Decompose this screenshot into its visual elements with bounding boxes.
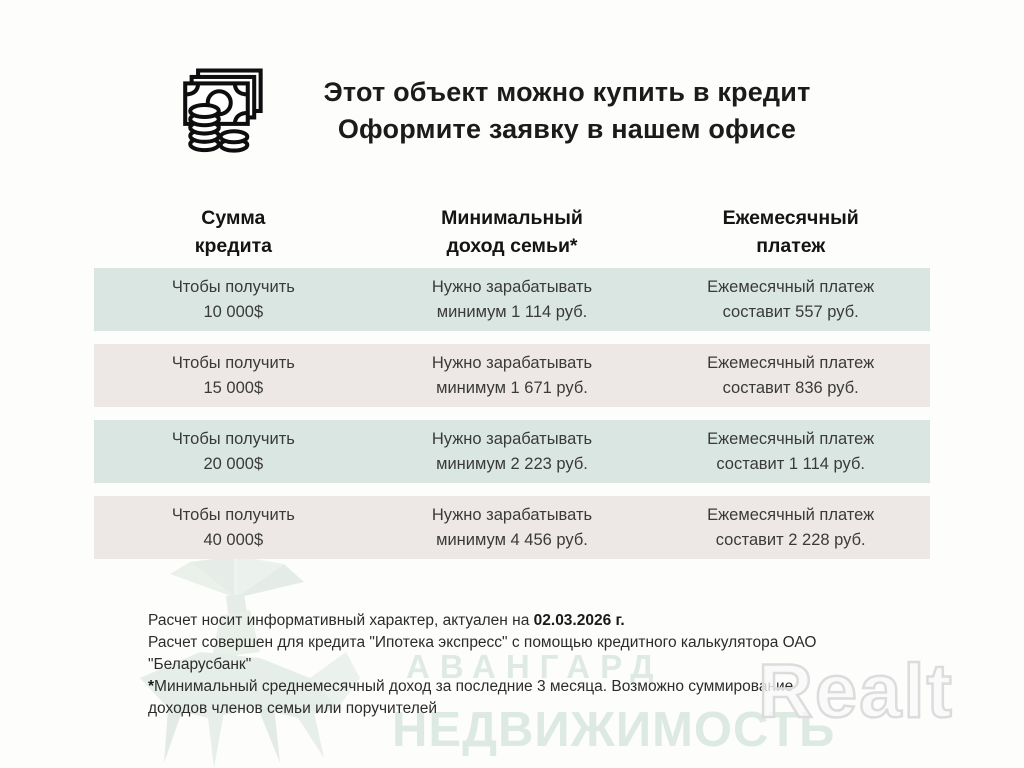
monthly-payment-cell bbox=[651, 496, 930, 559]
brand-watermark-line1: АВАНГАРД bbox=[406, 648, 664, 685]
cell-line: 15 000$ bbox=[203, 378, 264, 397]
min-income-cell bbox=[373, 420, 652, 483]
credit-sum-cell bbox=[94, 496, 373, 559]
monthly-payment-cell bbox=[651, 268, 930, 331]
cell-line: Нужно зарабатывать bbox=[431, 353, 593, 372]
disclaimer-text-part: Минимальный среднемесячный доход за последние 3 месяца. Возможно суммирование bbox=[154, 678, 794, 695]
table-row bbox=[94, 496, 930, 559]
credit-sum-cell bbox=[94, 344, 373, 407]
min-income-cell bbox=[373, 496, 652, 559]
column-header-min-income bbox=[373, 204, 652, 260]
header-line: доход семьи* bbox=[446, 235, 578, 257]
disclaimer-line-2: Расчет совершен для кредита "Ипотека экспресс" с помощью кредитного калькулятора ОАО bbox=[148, 634, 817, 651]
table-row bbox=[94, 268, 930, 331]
cell-line: Ежемесячный платеж bbox=[707, 277, 875, 296]
disclaimer-date: 02.03.2026 г. bbox=[533, 612, 625, 629]
min-income-cell bbox=[373, 268, 652, 331]
title-line-1: Этот объект можно купить в кредит bbox=[323, 77, 811, 107]
cell-line: составит 557 руб. bbox=[722, 302, 859, 321]
min-income-cell bbox=[373, 344, 652, 407]
cell-line: 20 000$ bbox=[203, 454, 264, 473]
credit-sum-cell bbox=[94, 420, 373, 483]
table-header-row bbox=[94, 204, 930, 260]
footnote-asterisk: * bbox=[148, 678, 155, 695]
disclaimer-text-part: Расчет носит информативный характер, актуален на bbox=[148, 612, 534, 629]
realt-logo-watermark: Realt bbox=[758, 649, 954, 734]
cell-line: составит 2 228 руб. bbox=[715, 530, 866, 549]
disclaimer-text bbox=[148, 610, 816, 720]
disclaimer-line-4 bbox=[148, 676, 816, 698]
cell-line: Чтобы получить bbox=[171, 505, 295, 524]
header-line: кредита bbox=[194, 235, 272, 257]
cell-line: Нужно зарабатывать bbox=[431, 505, 593, 524]
cell-line: Чтобы получить bbox=[171, 429, 295, 448]
cell-line: Ежемесячный платеж bbox=[707, 429, 875, 448]
cell-line: минимум 2 223 руб. bbox=[436, 454, 588, 473]
column-header-credit-sum bbox=[94, 204, 373, 260]
cell-line: составит 1 114 руб. bbox=[716, 454, 865, 473]
credit-table bbox=[94, 204, 930, 572]
cell-line: Чтобы получить bbox=[171, 277, 295, 296]
header-line: Сумма bbox=[201, 207, 266, 229]
table-row bbox=[94, 420, 930, 483]
disclaimer-line-1 bbox=[148, 610, 816, 632]
cell-line: Нужно зарабатывать bbox=[431, 277, 593, 296]
disclaimer-line-5: доходов членов семьи или поручителей bbox=[148, 700, 438, 717]
table-row bbox=[94, 344, 930, 407]
header-line: Ежемесячный bbox=[722, 207, 859, 229]
title-line-2: Оформите заявку в нашем офисе bbox=[337, 114, 797, 144]
cell-line: 10 000$ bbox=[203, 302, 264, 321]
cell-line: 40 000$ bbox=[203, 530, 264, 549]
credit-sum-cell bbox=[94, 268, 373, 331]
cell-line: составит 836 руб. bbox=[722, 378, 859, 397]
cell-line: минимум 1 671 руб. bbox=[436, 378, 588, 397]
brand-watermark-line2: НЕДВИЖИМОСТЬ bbox=[392, 703, 836, 757]
monthly-payment-cell bbox=[651, 344, 930, 407]
header-line: платеж bbox=[756, 235, 826, 257]
cell-line: Ежемесячный платеж bbox=[707, 505, 875, 524]
page-title bbox=[110, 74, 1024, 148]
column-header-monthly-payment bbox=[651, 204, 930, 260]
cell-line: Чтобы получить bbox=[171, 353, 295, 372]
monthly-payment-cell bbox=[651, 420, 930, 483]
header-line: Минимальный bbox=[441, 207, 583, 229]
cell-line: минимум 1 114 руб. bbox=[436, 302, 588, 321]
cell-line: минимум 4 456 руб. bbox=[436, 530, 588, 549]
cell-line: Нужно зарабатывать bbox=[431, 429, 593, 448]
cell-line: Ежемесячный платеж bbox=[707, 353, 875, 372]
disclaimer-line-3: "Беларусбанк" bbox=[148, 656, 252, 673]
